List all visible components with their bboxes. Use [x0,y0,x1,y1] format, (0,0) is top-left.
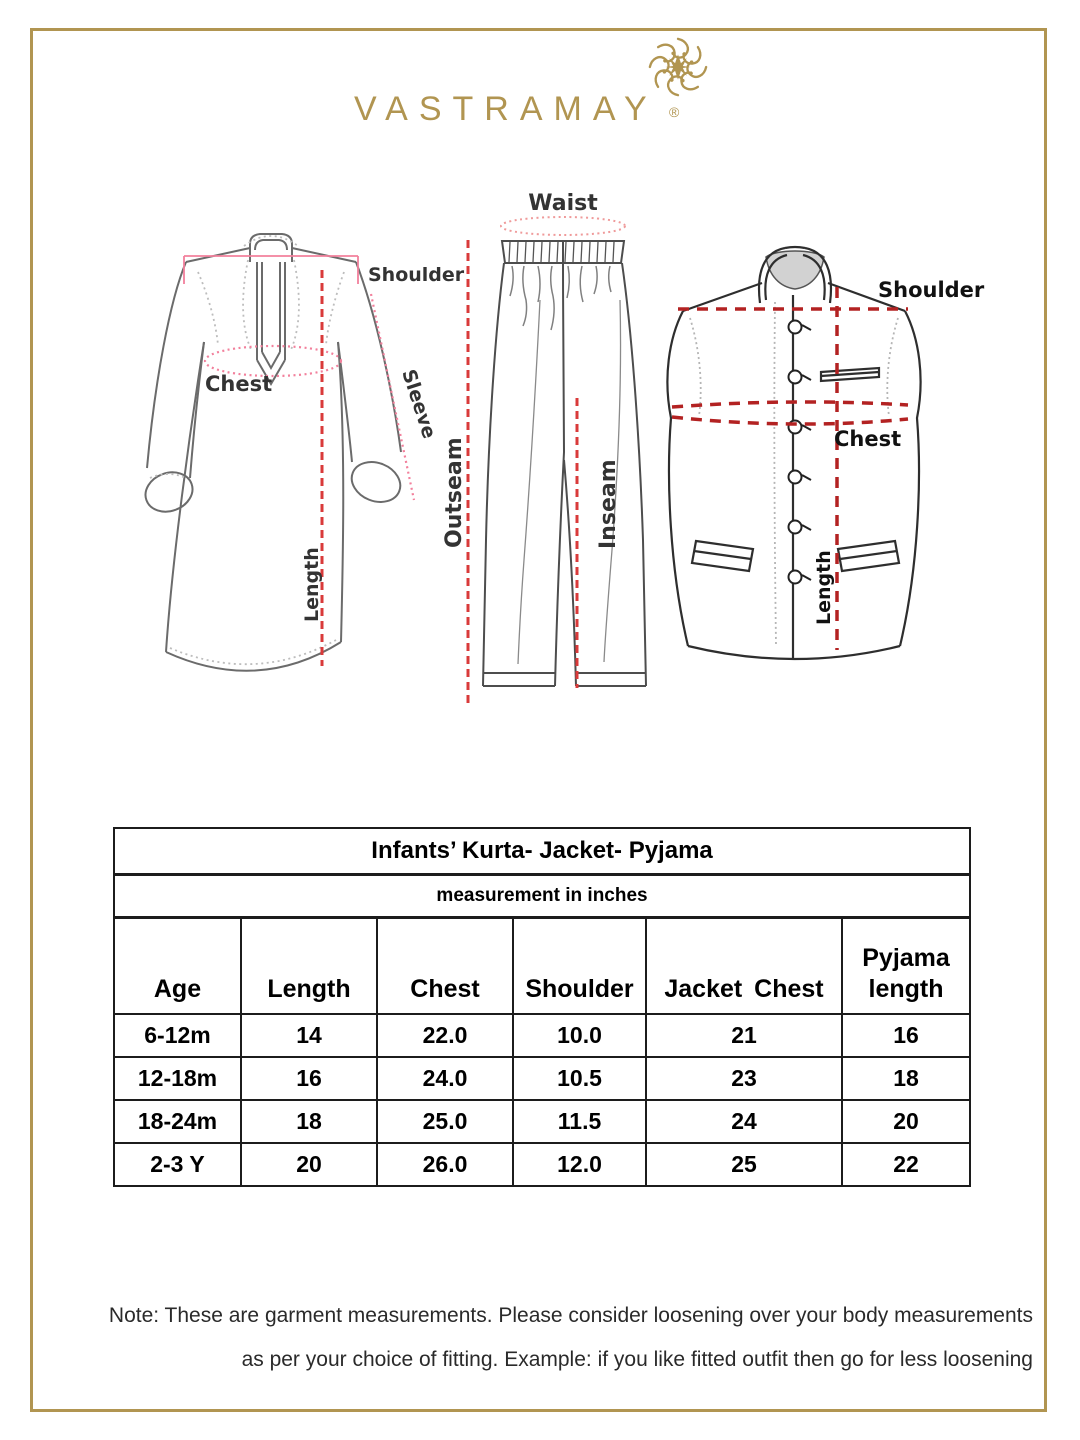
table-row [114,1143,970,1186]
size-chart-table [113,827,971,1187]
cell-pyjama-length: 16 [842,1014,970,1057]
cell-jacket-chest: 24 [646,1100,842,1143]
jacket-diagram [667,247,985,659]
kurta-chest-label: Chest [205,372,273,396]
measurement-note [45,1294,1033,1382]
cell-length: 14 [241,1014,377,1057]
note-line-2: as per your choice of fitting. Example: if you like fitted outfit then go for less loosening [241,1348,1033,1371]
column-header-chest: Chest [377,918,513,1015]
cell-shoulder: 10.5 [513,1057,646,1100]
column-header-shoulder: Shoulder [513,918,646,1015]
cell-jacket-chest: 25 [646,1143,842,1186]
cell-chest: 22.0 [377,1014,513,1057]
cell-shoulder: 12.0 [513,1143,646,1186]
table-title-row [114,828,970,875]
cell-chest: 26.0 [377,1143,513,1186]
cell-pyjama-length: 20 [842,1100,970,1143]
cell-shoulder: 11.5 [513,1100,646,1143]
cell-age: 12-18m [114,1057,241,1100]
cell-chest: 24.0 [377,1057,513,1100]
table-row [114,1057,970,1100]
cell-age: 6-12m [114,1014,241,1057]
jacket-chest-label: Chest [834,427,902,451]
table-subtitle: measurement in inches [114,875,970,918]
cell-jacket-chest: 21 [646,1014,842,1057]
table-subtitle-row [114,875,970,918]
cell-age: 18-24m [114,1100,241,1143]
cell-length: 20 [241,1143,377,1186]
cell-pyjama-length: 22 [842,1143,970,1186]
jacket-length-label: Length [813,550,835,625]
brand-logo-text: VASTRAMAY [354,90,658,128]
cell-length: 18 [241,1100,377,1143]
cell-chest: 25.0 [377,1100,513,1143]
pyjama-outseam-label: Outseam [442,437,467,548]
cell-pyjama-length: 18 [842,1057,970,1100]
column-header-length: Length [241,918,377,1015]
jacket-shoulder-label: Shoulder [878,278,985,302]
registered-trademark-icon: ® [669,104,680,120]
cell-length: 16 [241,1057,377,1100]
kurta-diagram [140,234,465,671]
table-row [114,1014,970,1057]
pyjama-diagram [442,191,646,708]
kurta-sleeve-label: Sleeve [397,366,441,442]
cell-age: 2-3 Y [114,1143,241,1186]
table-title: Infants’ Kurta- Jacket- Pyjama [114,828,970,875]
table-row [114,1100,970,1143]
jacket-buttons [789,321,812,584]
table-header-row [114,918,970,1015]
kurta-shoulder-label: Shoulder [368,264,465,286]
column-header-age: Age [114,918,241,1015]
column-header-pyjama-length: Pyjama length [842,918,970,1015]
pyjama-waist-label: Waist [528,191,598,216]
kurta-length-label: Length [301,547,323,622]
cell-jacket-chest: 23 [646,1057,842,1100]
column-header-jacket-chest: Jacket Chest [646,918,842,1015]
cell-shoulder: 10.0 [513,1014,646,1057]
note-line-1: Note: These are garment measurements. Please consider loosening over your body measurements [108,1304,1033,1327]
pyjama-inseam-label: Inseam [596,459,621,549]
